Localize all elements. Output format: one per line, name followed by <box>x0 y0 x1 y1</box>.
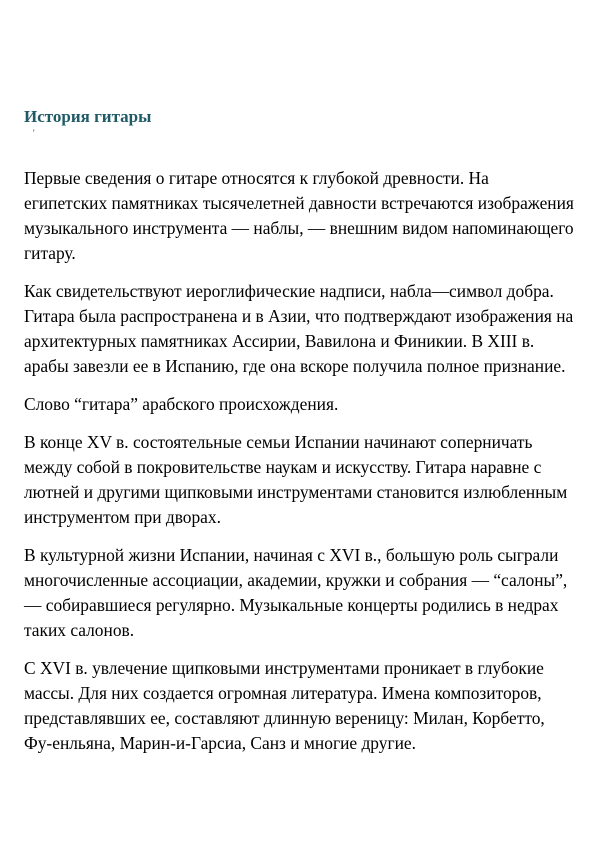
paragraph-2: Как свидетельствуют иероглифические надписи, набла—символ добра. Гитара была распространена и в Азии, что подтверждают изображения на архитектурных памятниках Ассирии, Вавилона и Финикии. В XIII в. арабы завезли ее в Испанию, где она вскоре получила полное признание. <box>24 281 574 376</box>
paragraph-3: Слово “гитара” арабского происхождения. <box>24 394 339 414</box>
document-body <box>24 166 576 769</box>
paragraph-6: С XVI в. увлечение щипковыми инструментами проникает в глубокие массы. Для них создается огромная литература. Имена композиторов, представлявших ее, составляют длинную вереницу: Милан, Корбетто, Фу-енльяна, Марин-и-Гарсиа, Санз и многие другие. <box>24 658 545 753</box>
paragraph-4: В конце XV в. состоятельные семьи Испании начинают соперничать между собой в покровительстве наукам и искусству. Гитара наравне с лютней и другими щипковыми инструментами становится излюбленным инструментом при дворах. <box>24 432 568 527</box>
paragraph-1: Первые сведения о гитаре относятся к глубокой древности. На египетских памятниках тысячелетней давности встречаются изображения музыкального инструмента — наблы, — внешним видом напоминающего гитару. <box>24 168 574 263</box>
small-marker: ' <box>33 128 35 138</box>
document-title: История гитары <box>24 107 152 126</box>
paragraph-5: В культурной жизни Испании, начиная с XVI в., большую роль сыграли многочисленные ассоциации, академии, кружки и собрания — “салоны”, — собиравшиеся регулярно. Музыкальные концерты родились в недрах таких салонов. <box>24 545 568 640</box>
